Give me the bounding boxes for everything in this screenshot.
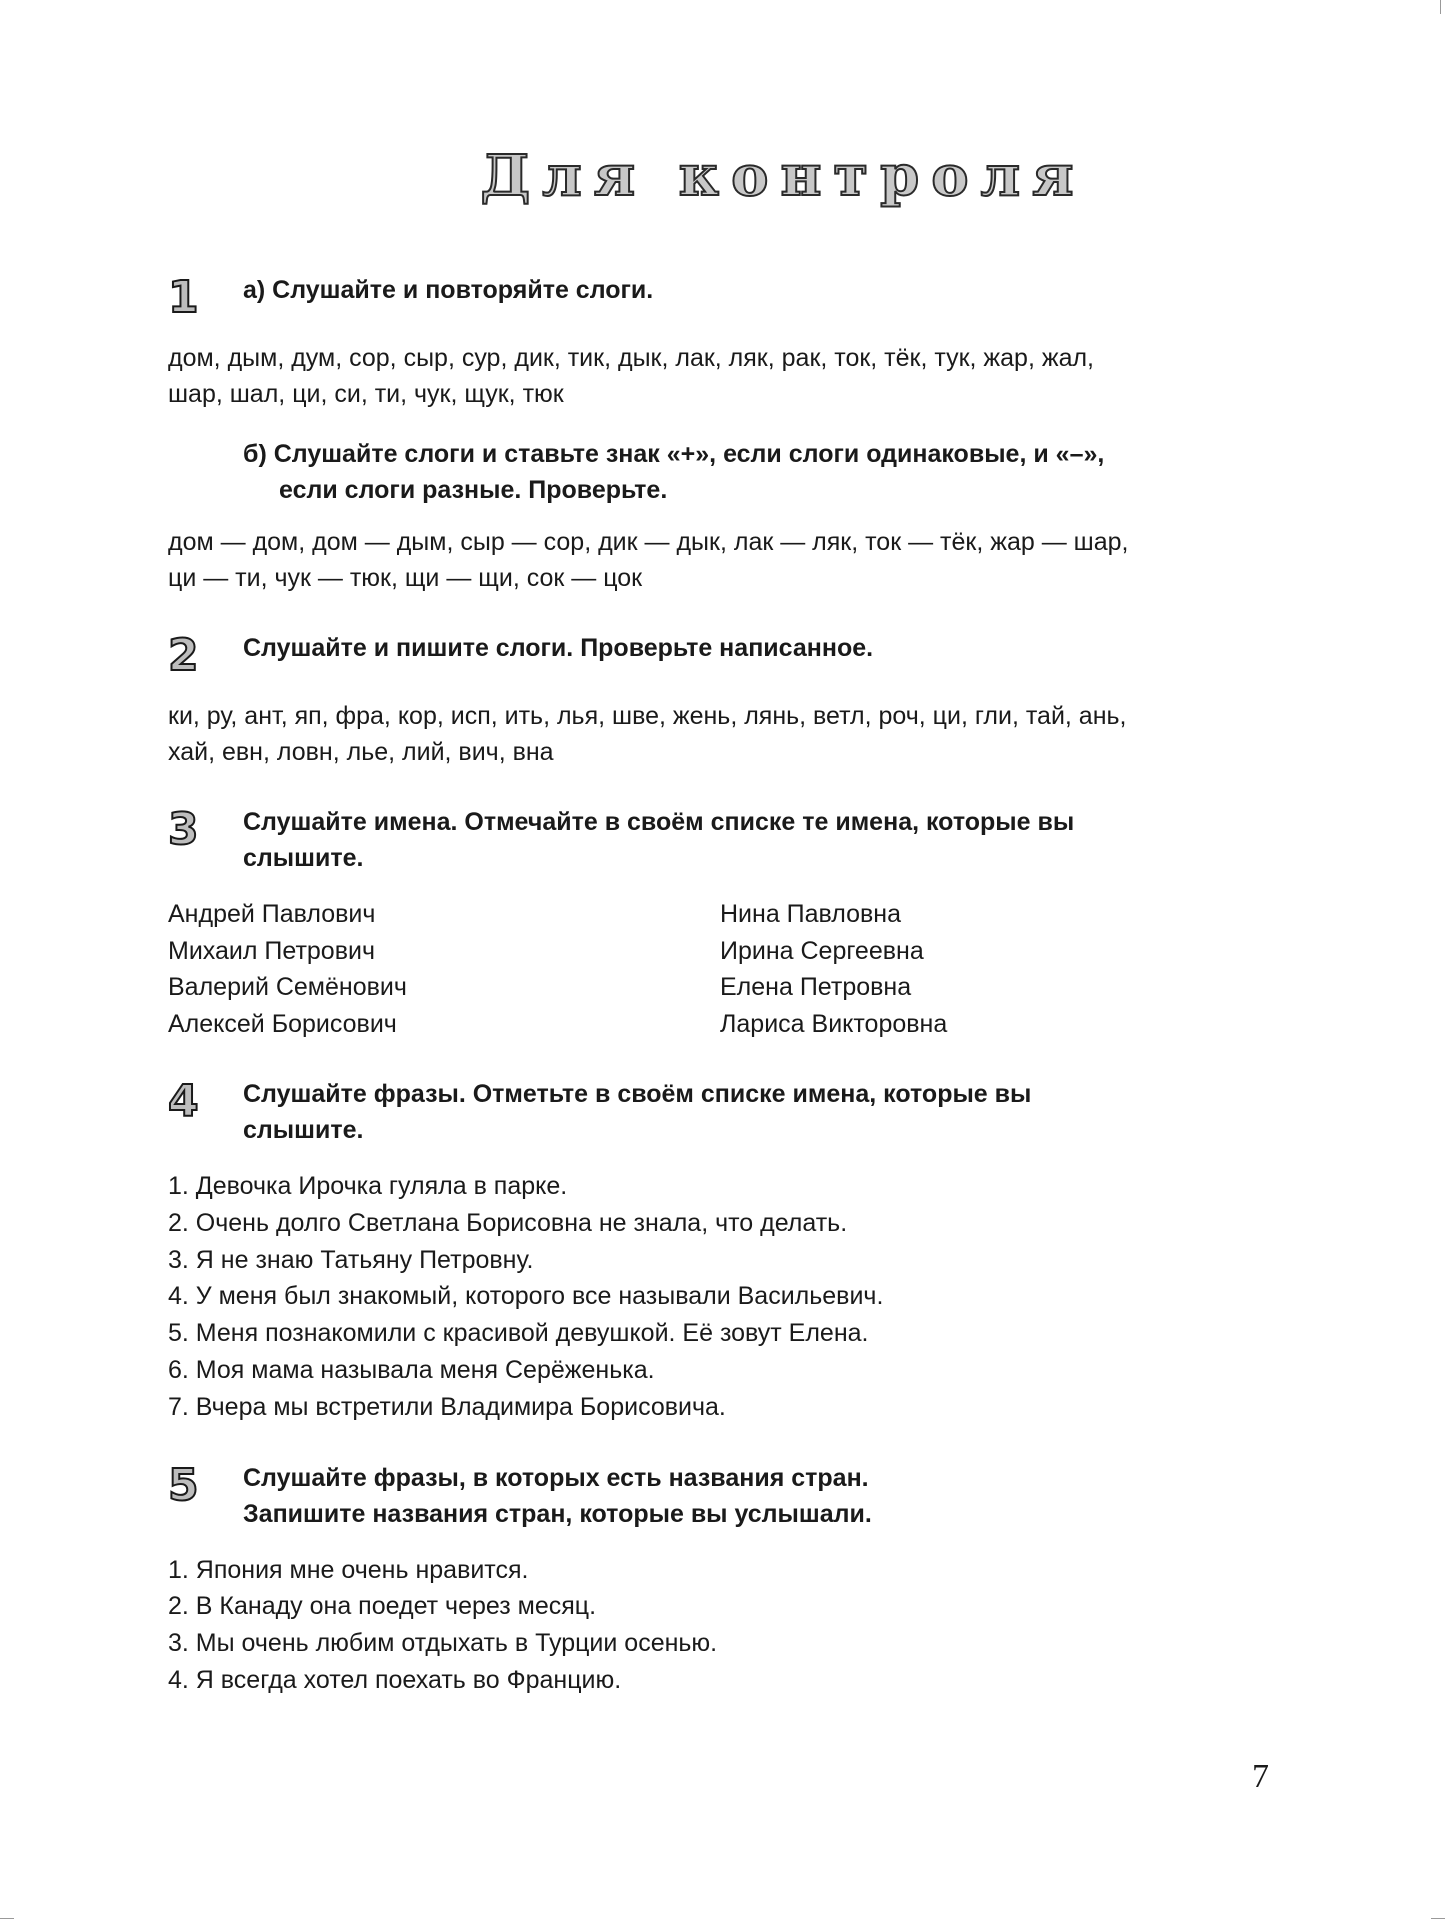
name-item: Алексей Борисович [168, 1009, 397, 1038]
list-item: 1. Япония мне очень нравится. [168, 1555, 529, 1584]
text-line: хай, евн, ловн, лье, лий, вич, вна [168, 738, 554, 766]
exercise-number: 1 [168, 272, 199, 323]
syllable-list [168, 340, 1278, 412]
crop-mark [1431, 1918, 1445, 1919]
syllable-pairs [168, 524, 1278, 596]
instruction-line: Запишите названия стран, которые вы услышали. [243, 1499, 872, 1528]
exercise-number: 5 [168, 1459, 199, 1511]
exercise-instruction [243, 804, 1074, 876]
exercise-instruction [168, 436, 1104, 508]
list-item: 3. Я не знаю Татьяну Петровну. [168, 1245, 534, 1274]
exercise-1b-header [168, 436, 1278, 508]
exercise-2-header [168, 630, 1278, 681]
exercise-3-header [168, 804, 1278, 876]
instruction-line: б) Слушайте слоги и ставьте знак «+», если слоги одинаковые, и «–», [243, 440, 1105, 468]
page-number: 7 [1252, 1758, 1269, 1795]
names-column-right [720, 896, 1272, 1042]
exercise-5 [168, 1460, 1278, 1699]
instruction-line: слышите. [243, 844, 364, 872]
instruction-line: слышите. [243, 1116, 364, 1144]
exercise-1-header [168, 272, 1278, 323]
instruction-line: если слоги разные. Проверьте. [279, 476, 668, 504]
name-item: Андрей Павлович [168, 900, 376, 928]
text-line: шар, шал, ци, си, ти, чук, щук, тюк [168, 380, 564, 408]
exercise-number: 4 [168, 1076, 199, 1127]
exercise-4 [168, 1076, 1278, 1426]
exercise-instruction: Слушайте и пишите слоги. Проверьте написанное. [243, 634, 874, 662]
name-item: Лариса Викторовна [720, 1009, 948, 1038]
instruction-line: Слушайте фразы. Отметьте в своём списке имена, которые вы [243, 1080, 1032, 1108]
exercise-4-header [168, 1076, 1278, 1148]
syllable-list [168, 698, 1278, 770]
exercise-number: 3 [168, 804, 199, 855]
list-item: 3. Мы очень любим отдыхать в Турции осенью. [168, 1629, 718, 1658]
page-content [168, 140, 1278, 1733]
name-item: Нина Павловна [720, 900, 902, 928]
names-column-left [168, 896, 720, 1042]
exercise-instruction [243, 1460, 872, 1532]
list-item: 7. Вчера мы встретили Владимира Борисовича. [168, 1392, 726, 1421]
exercise-number: 2 [168, 630, 199, 681]
instruction-line: Слушайте имена. Отмечайте в своём списке те имена, которые вы [243, 808, 1075, 836]
crop-mark [0, 1918, 14, 1919]
list-item: 1. Девочка Ирочка гуляла в парке. [168, 1172, 568, 1200]
text-line: дом, дым, дум, сор, сыр, сур, дик, тик, дык, лак, ляк, рак, ток, тёк, тук, жар, жал, [168, 344, 1095, 372]
exercise-instruction [243, 1076, 1031, 1148]
exercise-instruction: а) Слушайте и повторяйте слоги. [243, 276, 654, 304]
exercise-5-header [168, 1460, 1278, 1532]
text-line: ци — ти, чук — тюк, щи — щи, сок — цок [168, 564, 643, 592]
list-item: 4. У меня был знакомый, которого все называли Васильевич. [168, 1282, 884, 1311]
names-list [168, 896, 1278, 1042]
exercise-2 [168, 630, 1278, 770]
text-line: дом — дом, дом — дым, сыр — сор, дик — дык, лак — ляк, ток — тёк, жар — шар, [168, 528, 1129, 556]
sentence-list [168, 1168, 1278, 1426]
exercise-1 [168, 272, 1278, 596]
name-item: Ирина Сергеевна [720, 936, 924, 965]
name-item: Валерий Семёнович [168, 973, 407, 1001]
name-item: Елена Петровна [720, 973, 912, 1001]
page-title: Для контроля [480, 143, 1086, 209]
list-item: 5. Меня познакомили с красивой девушкой. Её зовут Елена. [168, 1319, 869, 1348]
name-item: Михаил Петрович [168, 936, 375, 965]
exercise-3 [168, 804, 1278, 1042]
list-item: 2. В Канаду она поедет через месяц. [168, 1592, 597, 1621]
text-line: ки, ру, ант, яп, фра, кор, исп, ить, лья, шве, жень, лянь, ветл, роч, ци, гли, тай, ань, [168, 702, 1127, 730]
sentence-list [168, 1552, 1278, 1699]
list-item: 4. Я всегда хотел поехать во Францию. [168, 1665, 622, 1694]
list-item: 6. Моя мама называла меня Серёженька. [168, 1355, 655, 1384]
instruction-line: Слушайте фразы, в которых есть названия стран. [243, 1463, 869, 1492]
list-item: 2. Очень долго Светлана Борисовна не знала, что делать. [168, 1208, 848, 1237]
crop-mark [1440, 0, 1441, 14]
